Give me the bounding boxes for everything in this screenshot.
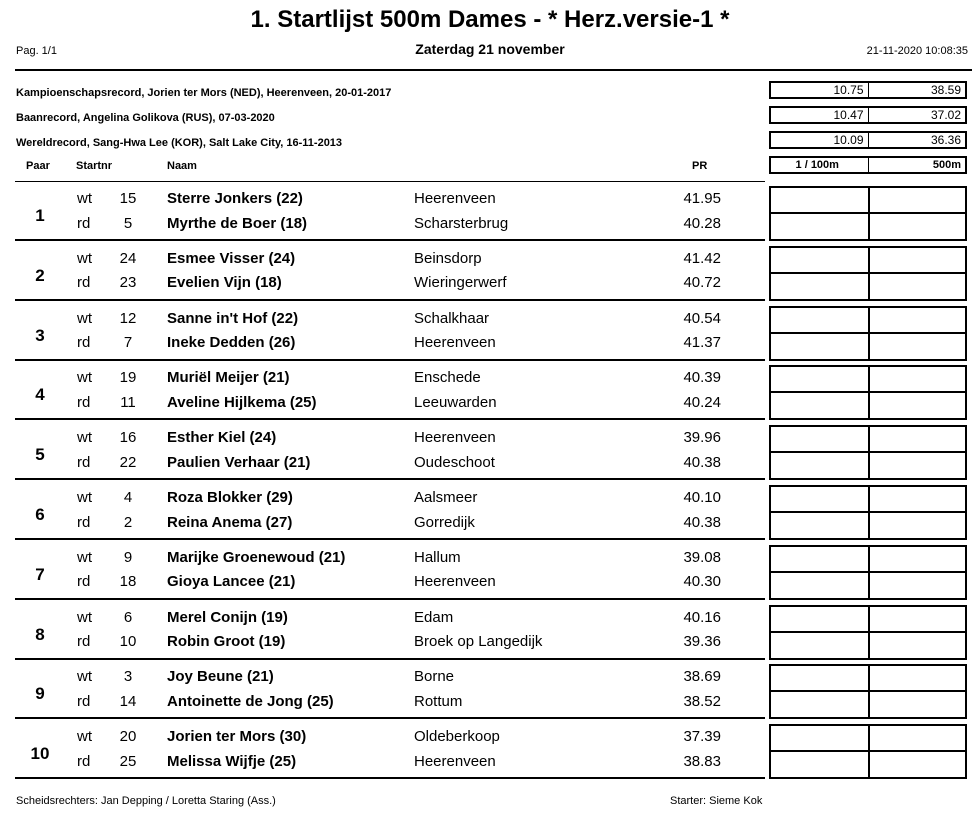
- skater-club: Edam: [414, 608, 454, 626]
- skater-club: Wieringerwerf: [414, 274, 507, 292]
- start-number: 18: [119, 573, 137, 591]
- skater-row: [15, 514, 775, 536]
- pair-number: 1: [35, 206, 45, 225]
- start-number: 15: [119, 190, 137, 207]
- lane: rd: [77, 214, 91, 232]
- time-box-divider: [771, 212, 965, 214]
- pair-divider: [15, 299, 765, 301]
- skater-row: [15, 668, 775, 690]
- skater-name: Sanne in't Hof (22): [167, 309, 299, 327]
- skater-club: Heerenveen: [414, 429, 496, 447]
- start-number: 16: [119, 429, 137, 447]
- personal-record: 37.39: [683, 728, 721, 746]
- pair-block: [15, 306, 972, 366]
- skater-club: Heerenveen: [414, 334, 496, 352]
- record-500m: 36.36: [930, 133, 961, 147]
- lane: wt: [77, 249, 92, 267]
- time-box-divider: [771, 690, 965, 692]
- skater-club: Enschede: [414, 369, 481, 387]
- time-box-divider: [771, 631, 965, 633]
- skater-club: Schalkhaar: [414, 309, 490, 327]
- personal-record: 40.38: [683, 513, 721, 531]
- time-entry-box: [769, 664, 967, 719]
- skater-club: Aalsmeer: [414, 489, 478, 506]
- page-indicator: Pag. 1/1: [16, 45, 57, 57]
- lane: rd: [77, 334, 91, 352]
- personal-record: 40.24: [683, 393, 721, 411]
- personal-record: 39.96: [683, 429, 721, 447]
- lane: rd: [77, 453, 91, 471]
- skater-row: [15, 489, 775, 511]
- pair-divider: [15, 359, 765, 361]
- start-number: 11: [120, 393, 136, 411]
- skater-row: [15, 274, 775, 296]
- skater-club: Hallum: [414, 548, 461, 566]
- time-entry-box: [769, 246, 967, 301]
- skater-row: [15, 190, 775, 212]
- personal-record: 41.42: [683, 249, 721, 267]
- skater-club: Heerenveen: [414, 752, 496, 770]
- record-label: Wereldrecord, Sang-Hwa Lee (KOR), Salt Lake City, 16-11-2013: [16, 137, 343, 149]
- lane: wt: [77, 489, 92, 506]
- pair-number: 10: [30, 744, 50, 764]
- pair-divider: [15, 478, 765, 480]
- pair-divider: [15, 658, 765, 660]
- lane: wt: [77, 190, 92, 207]
- skater-row: [15, 549, 775, 571]
- skater-row: [15, 633, 775, 655]
- pair-block: [15, 605, 972, 665]
- skater-row: [15, 753, 775, 775]
- pair-divider: [15, 598, 765, 600]
- personal-record: 40.30: [683, 573, 721, 591]
- skater-club: Borne: [414, 668, 455, 686]
- personal-record: 40.72: [683, 274, 721, 292]
- skater-club: Heerenveen: [414, 573, 496, 591]
- record-label: Baanrecord, Angelina Golikova (RUS), 07-03-2020: [16, 112, 275, 124]
- skater-name: Muriël Meijer (21): [167, 369, 290, 387]
- lane: rd: [77, 513, 91, 531]
- skater-name: Roza Blokker (29): [167, 489, 293, 506]
- col-paar: Paar: [26, 160, 50, 172]
- lane: rd: [77, 633, 91, 651]
- time-entry-box: [769, 365, 967, 420]
- time-entry-box: [769, 605, 967, 660]
- skater-name: Paulien Verhaar (21): [167, 453, 311, 471]
- start-number: 22: [119, 453, 137, 471]
- skater-name: Joy Beune (21): [167, 668, 274, 686]
- skater-club: Oldeberkoop: [414, 728, 500, 746]
- page-title: 1. Startlijst 500m Dames - * Herz.versie-1 *: [250, 6, 730, 33]
- col-500m: 500m: [932, 159, 961, 171]
- personal-record: 38.69: [683, 668, 721, 686]
- skater-row: [15, 394, 775, 416]
- print-timestamp: 21-11-2020 10:08:35: [866, 45, 968, 57]
- col-naam: Naam: [167, 160, 197, 172]
- lane: wt: [77, 309, 92, 327]
- pair-divider: [15, 538, 765, 540]
- start-number: 23: [119, 274, 137, 292]
- pair-number: 3: [35, 325, 45, 345]
- lane: wt: [77, 369, 92, 387]
- personal-record: 40.39: [683, 369, 721, 387]
- skater-name: Sterre Jonkers (22): [167, 190, 303, 207]
- pair-block: [15, 545, 972, 605]
- col-pr: PR: [692, 160, 708, 172]
- pair-block: [15, 246, 972, 306]
- event-date: Zaterdag 21 november: [415, 41, 565, 57]
- header-divider: [15, 69, 972, 71]
- time-box-divider: [771, 272, 965, 274]
- record-times: [769, 106, 967, 124]
- lane: wt: [77, 429, 92, 447]
- time-box-divider: [771, 332, 965, 334]
- lane: rd: [77, 274, 91, 292]
- record-500m: 37.02: [930, 108, 961, 122]
- pair-block: [15, 664, 972, 724]
- skater-name: Jorien ter Mors (30): [167, 728, 307, 746]
- pair-number: 7: [35, 564, 45, 584]
- time-entry-box: [769, 186, 967, 241]
- record-times: [769, 131, 967, 149]
- skater-name: Ineke Dedden (26): [167, 334, 296, 352]
- skater-row: [15, 573, 775, 595]
- skater-club: Gorredijk: [414, 513, 475, 531]
- col-time-headers: [769, 156, 967, 174]
- starter: Starter: Sieme Kok: [670, 795, 763, 807]
- skater-row: [15, 369, 775, 391]
- skater-club: Broek op Langedijk: [414, 633, 543, 651]
- lane: rd: [77, 692, 91, 710]
- record-100m: 10.75: [771, 83, 869, 97]
- start-number: 4: [123, 489, 133, 506]
- personal-record: 40.28: [683, 214, 721, 232]
- record-100m: 10.47: [771, 108, 869, 122]
- personal-record: 40.16: [683, 608, 721, 626]
- start-number: 12: [119, 309, 137, 327]
- col-startnr: Startnr: [76, 160, 113, 172]
- skater-name: Marijke Groenewoud (21): [167, 548, 346, 566]
- pair-divider: [15, 717, 765, 719]
- skater-row: [15, 693, 775, 715]
- skater-name: Aveline Hijlkema (25): [167, 393, 317, 411]
- start-number: 2: [123, 513, 133, 531]
- referees: Scheidsrechters: Jan Depping / Loretta Staring (Ass.): [16, 795, 276, 807]
- start-number: 5: [123, 214, 133, 232]
- personal-record: 38.52: [683, 692, 721, 710]
- skater-name: Gioya Lancee (21): [167, 573, 296, 591]
- lane: rd: [77, 752, 91, 770]
- personal-record: 40.38: [683, 453, 721, 471]
- skater-name: Evelien Vijn (18): [167, 274, 282, 292]
- pair-block: [15, 485, 972, 545]
- skater-name: Melissa Wijfje (25): [167, 752, 297, 770]
- time-box-divider: [771, 750, 965, 752]
- lane: wt: [77, 728, 92, 746]
- skater-row: [15, 429, 775, 451]
- time-entry-box: [769, 485, 967, 540]
- pair-number: 6: [35, 505, 45, 524]
- lane: wt: [77, 548, 92, 566]
- start-number: 24: [119, 249, 137, 267]
- time-entry-box: [769, 545, 967, 600]
- skater-row: [15, 454, 775, 476]
- skater-name: Reina Anema (27): [167, 513, 293, 531]
- start-number: 19: [119, 369, 137, 387]
- skater-name: Robin Groot (19): [167, 633, 286, 651]
- start-number: 6: [123, 608, 133, 626]
- column-header-divider: [15, 181, 765, 182]
- pair-block: [15, 186, 972, 246]
- skater-name: Myrthe de Boer (18): [167, 214, 308, 232]
- time-entry-box: [769, 724, 967, 779]
- pair-number: 4: [35, 385, 45, 405]
- time-entry-box: [769, 425, 967, 480]
- skater-club: Heerenveen: [414, 190, 496, 207]
- skater-club: Scharsterbrug: [414, 214, 509, 232]
- pair-divider: [15, 239, 765, 241]
- skater-name: Esmee Visser (24): [167, 249, 296, 267]
- lane: wt: [77, 608, 92, 626]
- start-number: 25: [119, 752, 137, 770]
- time-entry-box: [769, 306, 967, 361]
- start-number: 3: [123, 668, 133, 686]
- start-number: 9: [123, 548, 133, 566]
- pair-block: [15, 425, 972, 485]
- skater-row: [15, 215, 775, 237]
- personal-record: 41.95: [683, 190, 721, 207]
- skater-club: Rottum: [414, 692, 463, 710]
- skater-row: [15, 250, 775, 272]
- time-box-divider: [771, 451, 965, 453]
- skater-club: Leeuwarden: [414, 393, 497, 411]
- skater-name: Esther Kiel (24): [167, 429, 277, 447]
- skater-row: [15, 728, 775, 750]
- pair-divider: [15, 418, 765, 420]
- skater-club: Beinsdorp: [414, 249, 482, 267]
- personal-record: 41.37: [683, 334, 721, 352]
- skater-club: Oudeschoot: [414, 453, 495, 471]
- pair-divider: [15, 777, 765, 779]
- pair-number: 8: [35, 624, 45, 644]
- pair-number: 5: [35, 445, 45, 465]
- record-times: [769, 81, 967, 99]
- skater-name: Antoinette de Jong (25): [167, 692, 334, 710]
- start-number: 14: [119, 692, 137, 710]
- skater-name: Merel Conijn (19): [167, 608, 288, 626]
- personal-record: 40.10: [683, 489, 721, 506]
- skater-row: [15, 310, 775, 332]
- record-100m: 10.09: [771, 133, 869, 147]
- pair-number: 9: [35, 684, 45, 704]
- skater-row: [15, 334, 775, 356]
- record-label: Kampioenschapsrecord, Jorien ter Mors (NED), Heerenveen, 20-01-2017: [16, 87, 392, 99]
- lane: wt: [77, 668, 92, 686]
- skater-row: [15, 609, 775, 631]
- time-box-divider: [771, 511, 965, 513]
- lane: rd: [77, 573, 91, 591]
- pair-block: [15, 724, 972, 784]
- personal-record: 39.36: [683, 633, 721, 651]
- start-number: 10: [119, 633, 137, 651]
- personal-record: 40.54: [683, 309, 721, 327]
- start-number: 7: [123, 334, 133, 352]
- time-box-divider: [771, 391, 965, 393]
- start-number: 20: [119, 728, 137, 746]
- pair-number: 2: [35, 265, 45, 285]
- pair-block: [15, 365, 972, 425]
- time-box-divider: [771, 571, 965, 573]
- col-100m: 1 / 100m: [771, 158, 869, 172]
- record-500m: 38.59: [930, 83, 961, 97]
- personal-record: 39.08: [683, 548, 721, 566]
- lane: rd: [77, 393, 91, 411]
- personal-record: 38.83: [683, 752, 721, 770]
